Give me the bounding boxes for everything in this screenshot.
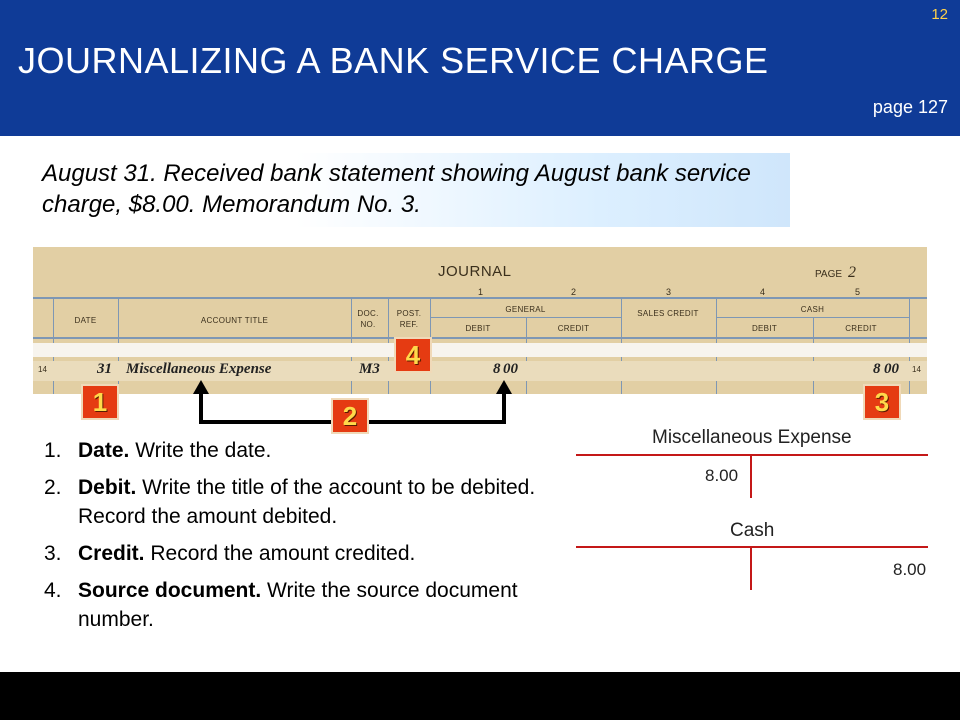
entry-cash-credit: 8 <box>873 361 881 377</box>
entry-general-debit: 8 <box>493 361 501 377</box>
line-number-right: 14 <box>912 365 921 374</box>
transaction-statement: August 31. Received bank statement showing August bank service charge, $8.00. Memorandum No. 3. <box>30 153 790 227</box>
step-text: Write the title of the account to be debited. Record the amount debited. <box>78 476 536 528</box>
step-item <box>44 473 564 531</box>
column-number: 2 <box>571 287 577 297</box>
callout-3: 3 <box>863 384 901 420</box>
entry-date: 31 <box>97 361 112 377</box>
step-text: Record the amount credited. <box>144 542 416 565</box>
header-post-ref: POST. REF. <box>396 309 422 329</box>
header-cash: CASH <box>800 305 825 314</box>
journal-title: JOURNAL <box>438 263 512 280</box>
header-account-title: ACCOUNT TITLE <box>200 316 269 325</box>
column-number: 3 <box>666 287 672 297</box>
header-general: GENERAL <box>505 305 546 314</box>
line-number-left: 14 <box>38 365 47 374</box>
journal-page-number: 2 <box>848 264 856 281</box>
callout-2: 2 <box>331 398 369 434</box>
step-number: 3. <box>44 542 62 565</box>
column-number: 1 <box>478 287 484 297</box>
step-label: Source document. <box>78 579 262 602</box>
t-account-title: Miscellaneous Expense <box>652 427 852 448</box>
journal-page-label: PAGE <box>815 269 843 280</box>
header-cash-debit: DEBIT <box>751 324 778 333</box>
t-account-divider <box>750 546 752 590</box>
t-account-divider <box>750 454 752 498</box>
step-number: 4. <box>44 579 62 602</box>
step-label: Credit. <box>78 542 145 565</box>
entry-account-title: Miscellaneous Expense <box>126 361 272 377</box>
slide-title: JOURNALIZING A BANK SERVICE CHARGE <box>18 40 769 81</box>
step-number: 1. <box>44 439 62 462</box>
t-account-crossbar <box>576 454 928 456</box>
step-item <box>44 576 564 634</box>
step-text: Write the source document number. <box>78 579 518 631</box>
page-reference: page 127 <box>872 97 948 117</box>
column-number: 5 <box>855 287 861 297</box>
header-cash-credit: CREDIT <box>845 324 877 333</box>
entry-cash-credit-cents: 00 <box>884 361 899 377</box>
header-doc-no: DOC. NO. <box>357 309 379 329</box>
t-account-crossbar <box>576 546 928 548</box>
callout-4: 4 <box>394 337 432 373</box>
header-general-credit: CREDIT <box>557 324 590 333</box>
step-text: Write the date. <box>129 439 272 462</box>
t-account-debit-amount: 8.00 <box>705 466 739 485</box>
t-account-title: Cash <box>730 520 775 541</box>
step-label: Debit. <box>78 476 137 499</box>
entry-doc-no: M3 <box>359 361 380 377</box>
header-general-debit: DEBIT <box>465 324 491 333</box>
step-item <box>44 539 564 568</box>
arrowhead-right <box>496 380 512 394</box>
t-account-credit-amount: 8.00 <box>893 560 927 579</box>
header-date: DATE <box>74 316 97 325</box>
entry-general-debit-cents: 00 <box>503 361 518 377</box>
header-sales-credit: SALES CREDIT <box>637 309 699 318</box>
step-item <box>44 436 564 465</box>
column-number: 4 <box>760 287 766 297</box>
slide-number: 12 <box>931 6 948 23</box>
callout-1: 1 <box>81 384 119 420</box>
footer-bar <box>0 672 960 720</box>
steps-list <box>44 436 564 642</box>
arrowhead-left <box>193 380 209 394</box>
step-number: 2. <box>44 476 62 499</box>
step-label: Date. <box>78 439 130 462</box>
